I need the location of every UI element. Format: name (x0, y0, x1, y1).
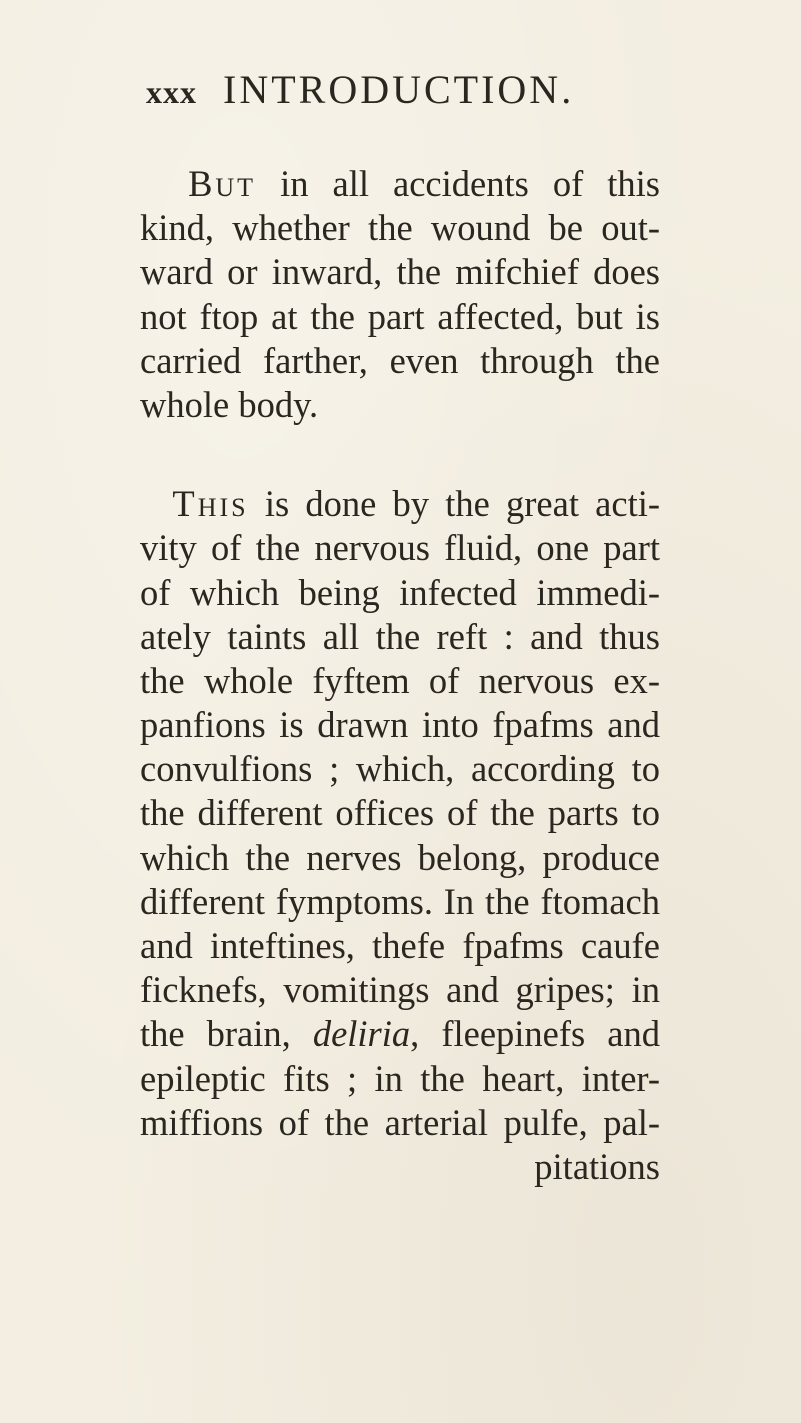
text-line: This is done by the great acti- (172, 483, 660, 525)
text-line: convulfions ; which, according to (140, 748, 660, 790)
text-line: ficknefs, vomitings and gripes; in (140, 969, 660, 1011)
text-line: epileptic fits ; in the heart, inter- (140, 1057, 660, 1099)
text-line: miffions of the arterial pulfe, pal- (140, 1101, 660, 1143)
running-head (146, 66, 666, 114)
catchword: pitations (534, 1145, 660, 1187)
text-line: of which being infected immedi- (140, 571, 660, 613)
text-line: kind, whether the wound be out- (140, 207, 660, 249)
text-line: vity of the nervous fluid, one part (140, 527, 660, 569)
text-line: and inteftines, thefe fpafms caufe (140, 925, 660, 966)
text-line: whole body. (140, 383, 319, 425)
text-line: not ftop at the part affected, but is (140, 295, 660, 337)
paragraph-lead-word: But (188, 163, 257, 204)
text-line: which the nerves belong, produce (140, 836, 660, 878)
text-line: carried farther, even through the (140, 339, 660, 381)
text-line: panfions is drawn into fpafms and (140, 704, 660, 746)
italic-term: deliria (312, 1013, 411, 1055)
paragraph-lead-word: This (172, 483, 249, 525)
text-line: ward or inward, the mifchief does (140, 251, 660, 293)
text-line: the whole fyftem of nervous ex- (140, 659, 660, 701)
text-line: But in all accidents of this (188, 163, 661, 204)
page-header-title: INTRODUCTION. (223, 67, 575, 112)
body-text (140, 162, 660, 1189)
text-line: ately taints all the reft : and thus (140, 615, 660, 657)
page-number: xxx (146, 74, 197, 110)
text-line: the brain, deliria, fleepinefs and (140, 1013, 660, 1055)
text-line: different fymptoms. In the ftomach (140, 880, 660, 922)
text-line: the different offices of the parts to (140, 792, 660, 834)
paragraph-spacer (140, 427, 660, 482)
